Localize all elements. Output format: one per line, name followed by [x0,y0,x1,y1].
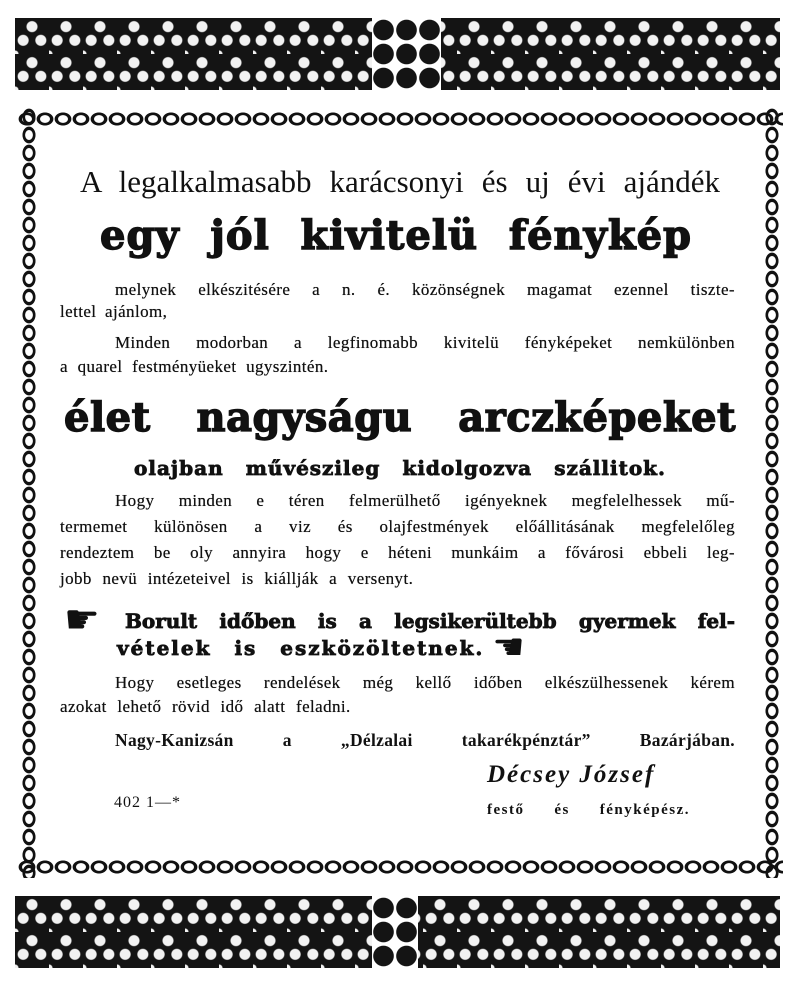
offer-paragraph-line: melynek elkészitésére a n. é. közönségnek magamat ezennel tiszte- [115,280,735,299]
headline-photo: egy jól kivitelü fénykép [100,212,692,259]
orders-paragraph-line: azokat lehető rövid idő alatt feladni. [60,697,351,716]
ornamental-dots-bottom [372,896,418,968]
signature-profession: festő és fényképész. [487,802,690,818]
offer-paragraph-line: lettel ajánlom, [60,302,168,321]
chain-frame-left [18,108,40,878]
notice-line: Borult időben is a legsikerültebb gyermek fel- [125,609,735,633]
signature-name: Décsey József [487,761,656,788]
chain-frame-top [18,108,783,130]
studio-paragraph-line: jobb nevü intézeteivel is kiállják a versenyt. [60,569,414,588]
pointing-hand-left-icon [492,635,524,661]
styles-paragraph-line: Minden modorban a legfinomabb kivitelü fényképeket nemkülönben [115,333,735,352]
orders-paragraph-line: Hogy esetleges rendelések még kellő időben elkészülhessenek kérem [115,673,735,692]
intro-line: A legalkalmasabb karácsonyi és uj évi ajándék [80,164,720,199]
styles-paragraph-line: a quarel festményüeket ugyszintén. [60,357,329,376]
ornamental-dots-top [372,18,441,90]
studio-paragraph-line: termemet különösen a viz és olajfestmények előállitásának megfelelőleg [60,517,735,536]
notice-line-end [117,635,735,662]
notice-line: vételek is eszközöltetnek. [117,636,485,660]
studio-paragraph-line: rendeztem be oly annyira hogy e héteni munkáim a fővárosi ebbeli leg- [60,543,735,562]
headline-portraits: élet nagyságu arczképeket [64,394,736,441]
ad-reference-number: 402 1—* [114,794,181,811]
chain-frame-bottom [18,856,783,878]
studio-paragraph-line: Hogy minden e téren felmerülhető igényeknek megfelelhessek mű- [115,491,735,510]
studio-address: Nagy-Kanizsán a „Délzalai takarékpénztár” Bazárjában. [115,730,735,750]
chain-frame-right [761,108,783,878]
pointing-hand-right-icon [64,600,100,640]
portraits-subline: olajban művészileg kidolgozva szállitok. [134,456,666,480]
